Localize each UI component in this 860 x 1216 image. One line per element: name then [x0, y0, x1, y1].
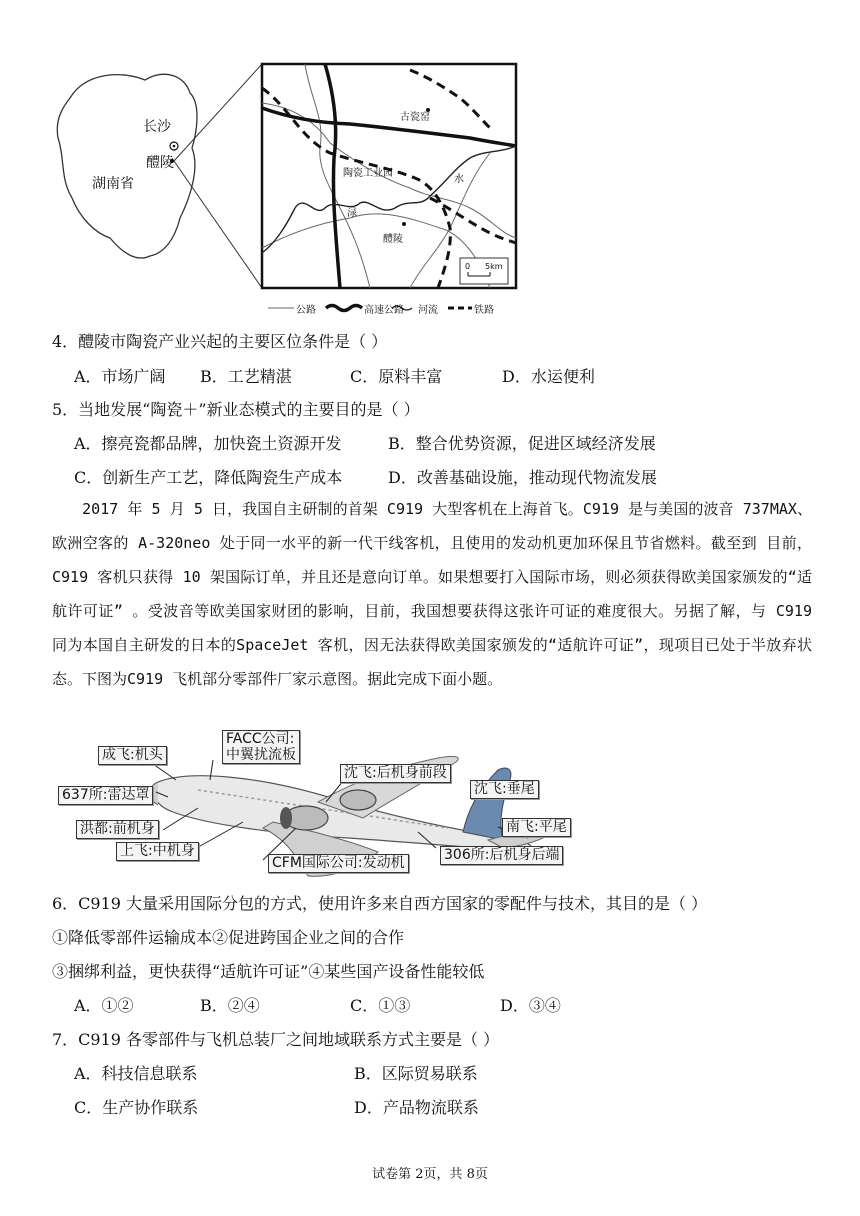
q7-option-b[interactable]: B．区际贸易联系	[354, 1064, 478, 1083]
province-label: 湖南省	[92, 176, 134, 192]
liling-inset-label: 醴陵	[383, 234, 403, 245]
q7-option-c[interactable]: C．生产协作联系	[74, 1098, 199, 1117]
legend-highway: 高速公路	[364, 305, 404, 316]
gucaiyao-label: 古瓷窑	[400, 112, 430, 123]
q6-option-b[interactable]: B．②④	[200, 996, 260, 1015]
scale-zero: 0	[465, 262, 471, 271]
q6-option-c[interactable]: C．①③	[350, 996, 411, 1015]
q5-option-d[interactable]: D．改善基础设施，推动现代物流发展	[388, 468, 657, 487]
park-label: 陶瓷工业园	[343, 168, 393, 179]
q4-option-a[interactable]: A．市场广阔	[74, 367, 166, 386]
q6-statement-line2: ③捆绑利益，更快获得“适航许可证”④某些国产设备性能较低	[52, 962, 485, 981]
river-lu-label: 渌	[347, 208, 357, 219]
legend-railway: 铁路	[474, 305, 494, 316]
question-7-stem: 7．C919 各零部件与飞机总装厂之间地域联系方式主要是（ ）	[52, 1030, 500, 1049]
label-facc-line1: FACC公司:	[226, 731, 295, 747]
question-5-stem: 5．当地发展“陶瓷＋”新业态模式的主要目的是（ ）	[52, 400, 420, 419]
river-shui-label: 水	[454, 174, 464, 185]
q5-option-a[interactable]: A．擦亮瓷都品牌，加快瓷土资源开发	[74, 434, 342, 453]
plane-figure	[58, 730, 588, 880]
reading-passage	[52, 492, 812, 696]
question-6-stem: 6．C919 大量采用国际分包的方式，使用许多来自西方国家的零配件与技术，其目的是（ ）	[52, 894, 708, 913]
scale-five: 5km	[485, 262, 503, 271]
q7-option-d[interactable]: D．产品物流联系	[354, 1098, 479, 1117]
q5-option-b[interactable]: B．整合优势资源，促进区域经济发展	[388, 434, 656, 453]
label-306: 306所:后机身后端	[440, 846, 563, 865]
label-shangfei: 上飞:中机身	[116, 842, 199, 861]
label-hongdu: 洪都:前机身	[76, 820, 159, 839]
liling-label: 醴陵	[146, 155, 174, 171]
label-facc-line2: 中翼扰流板	[226, 747, 296, 763]
page-footer: 试卷第 2页，共 8页	[372, 1167, 488, 1182]
q4-option-d[interactable]: D．水运便利	[502, 367, 595, 386]
q7-option-a[interactable]: A．科技信息联系	[74, 1064, 198, 1083]
q5-option-c[interactable]: C．创新生产工艺，降低陶瓷生产成本	[74, 468, 343, 487]
passage-text: 2017 年 5 月 5 日，我国自主研制的首架 C919 大型客机在上海首飞。C919 是与美国的波音 737MAX、欧洲空客的 A-320neo 处于同一水平的新一代干线客机，且使用的发动机更加环保且节省燃料。截至到 目前，C919 客机只获得 10 架国际订单，并且还是意向订单。如果想要打入国际市场，则必须获得欧美国家颁发的“适航许可证” 。受波音等欧美国家财团的影响，目前，我国想要获得这张许可证的难度很大。另据了解，与 C919 同为本国自主研发的日本的SpaceJet 客机，因无法获得欧美国家颁发的“适航许可证”，现项目已处于半放弃状态。下图为C919 飞机部分零部件厂家示意图。据此完成下面小题。	[52, 500, 812, 688]
label-facc	[222, 730, 300, 764]
changsha-label: 长沙	[143, 119, 171, 135]
q4-option-c[interactable]: C．原料丰富	[350, 367, 443, 386]
label-637: 637所:雷达罩	[58, 786, 153, 805]
legend-river: 河流	[418, 305, 438, 316]
label-shenfei-front: 沈飞:后机身前段	[340, 764, 451, 783]
label-shenfei-tail: 沈飞:垂尾	[470, 780, 539, 799]
label-nanfei: 南飞:平尾	[502, 818, 571, 837]
q6-statement-line1: ①降低零部件运输成本②促进跨国企业之间的合作	[52, 928, 405, 947]
map-figure	[50, 58, 520, 320]
q6-option-a[interactable]: A．①②	[74, 996, 134, 1015]
legend-road: 公路	[296, 305, 316, 316]
label-chengfei: 成飞:机头	[98, 746, 167, 765]
question-4-stem: 4．醴陵市陶瓷产业兴起的主要区位条件是（ ）	[52, 332, 388, 351]
label-cfm: CFM国际公司:发动机	[268, 854, 409, 873]
q4-option-b[interactable]: B．工艺精湛	[200, 367, 292, 386]
q6-option-d[interactable]: D．③④	[500, 996, 561, 1015]
